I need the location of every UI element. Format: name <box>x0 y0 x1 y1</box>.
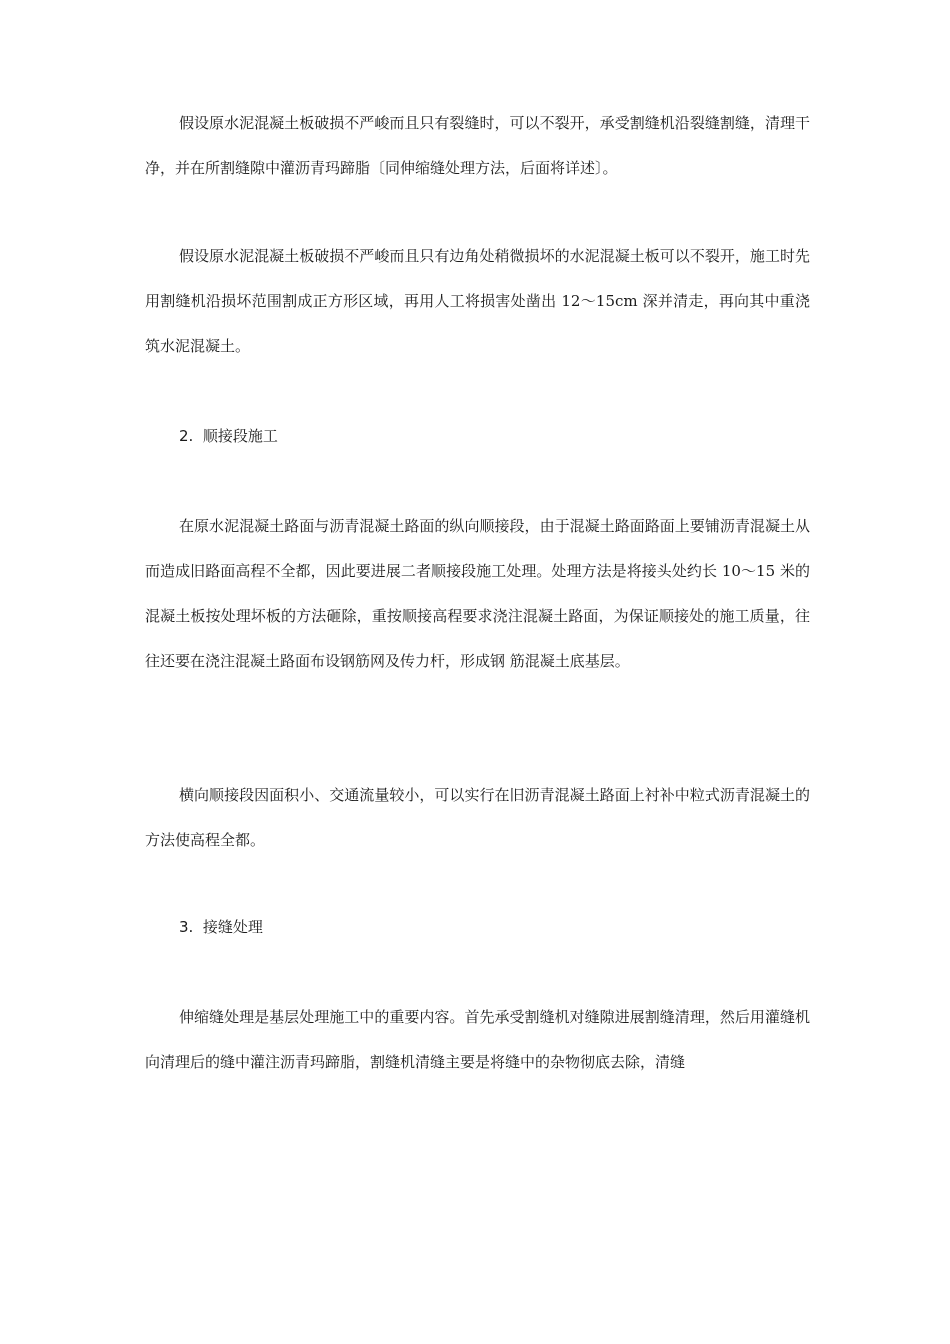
paragraph-expansion-joint: 伸缩缝处理是基层处理施工中的重要内容。首先承受割缝机对缝隙进展割缝清理，然后用灌缝机向清理后的缝中灌注沥青玛蹄脂，割缝机清缝主要是将缝中的杂物彻底去除，清缝 <box>145 1008 810 1071</box>
paragraph-transverse-transition: 横向顺接段因面积小、交通流量较小，可以实行在旧沥青混凝土路面上衬补中粒式沥青混凝土的方法使高程全都。 <box>145 786 810 849</box>
paragraph-crack-repair: 假设原水泥混凝土板破损不严峻而且只有裂缝时，可以不裂开，承受割缝机沿裂缝割缝，清理干净，并在所割缝隙中灌沥青玛蹄脂〔同伸缩缝处理方法，后面将详述〕。 <box>145 114 810 177</box>
paragraph-longitudinal-transition: 在原水泥混凝土路面与沥青混凝土路面的纵向顺接段，由于混凝土路面路面上要铺沥青混凝土从而造成旧路面高程不全都，因此要进展二者顺接段施工处理。处理方法是将接头处约长 10～15 米的混凝土板按处理坏板的方法砸除，重按顺接高程要求浇注混凝土路面，为保证顺接处的施工质量，往往还要在浇注混凝土路面布设钢筋网及传力杆，形成钢 筋混凝土底基层。 <box>145 517 810 670</box>
section-number: 3. <box>179 918 194 936</box>
section-title: 顺接段施工 <box>202 427 278 445</box>
section-heading-transition <box>179 414 278 459</box>
section-heading-joint <box>179 905 263 950</box>
paragraph-corner-repair: 假设原水泥混凝土板破损不严峻而且只有边角处稍微损坏的水泥混凝土板可以不裂开，施工时先用割缝机沿损坏范围割成正方形区域，再用人工将损害处凿出 12～15cm 深并清走，再向其中重浇筑水泥混凝土。 <box>145 247 810 355</box>
section-title: 接缝处理 <box>202 918 263 936</box>
section-number: 2. <box>179 427 194 445</box>
